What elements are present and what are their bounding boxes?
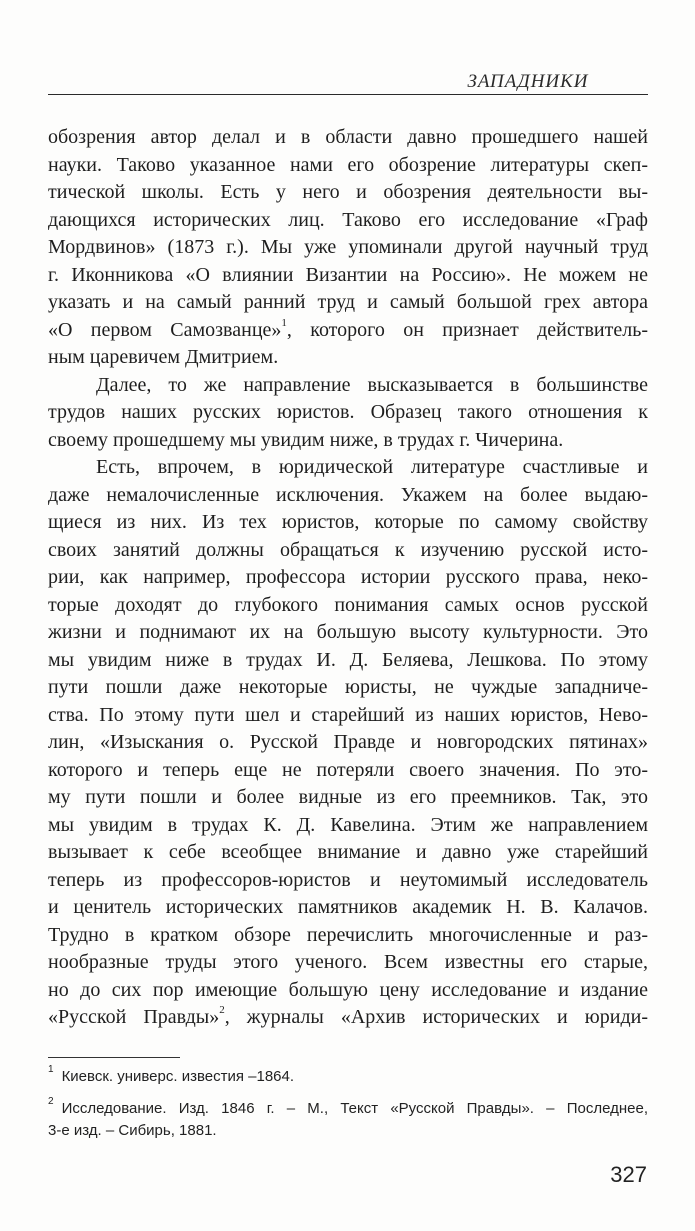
text-line: рии, как например, профессора истории русского права, неко- [48, 566, 648, 588]
text-line: обозрения автор делал и в области давно прошедшего нашей [48, 126, 648, 148]
footnote-mark-1: 1 [48, 1064, 54, 1075]
footnote-2-continued: 3-е изд. – Сибирь, 1881. [48, 1122, 217, 1139]
text-line: Трудно в кратком обзоре перечислить многочисленные и раз- [48, 923, 648, 946]
footnotes [48, 1066, 648, 1142]
footnote-ref-2[interactable]: 2 [219, 1004, 225, 1017]
running-head [48, 70, 648, 95]
footnote-divider [48, 1057, 180, 1058]
text-fragment: , журналы «Архив исторических и юриди- [224, 1006, 648, 1028]
footnote-text: Киевск. универс. известия –1864. [61, 1068, 295, 1085]
text-line: своему прошедшему мы увидим ниже, в трудах г. Чичерина. [48, 428, 564, 451]
page-number: 327 [610, 1162, 647, 1187]
text-line: жизни и поднимают их на большую высоту культурности. Это [48, 621, 648, 643]
text-fragment: «Русской Правды» [48, 1006, 220, 1028]
text-line: г. Иконникова «О влиянии Византии на Россию». Не можем не [48, 263, 648, 286]
text-line: своих занятий должны обращаться к изучению русской исто- [48, 538, 648, 561]
text-line: и ценитель исторических памятников академик Н. В. Калачов. [48, 896, 648, 918]
text-line: щиеся из них. Из тех юристов, которые по самому свойству [48, 511, 648, 533]
body-text [48, 124, 648, 1032]
text-line: торые доходят до глубокого понимания самых основ русской [48, 593, 648, 616]
footnote-ref-1[interactable]: 1 [281, 316, 287, 329]
text-line: которого и теперь еще не потеряли своего значения. По это- [48, 758, 648, 781]
text-line: му пути пошли и более видные из его преемников. Так, это [48, 786, 648, 808]
text-line: даже немалочисленные исключения. Укажем на более выдаю- [48, 483, 648, 506]
text-line: вызывает к себе всеобщее внимание и давно уже старейший [48, 841, 648, 863]
text-line: но до сих пор имеющие большую цену исследование и издание [48, 978, 648, 1001]
text-line: Есть, впрочем, в юридической литературе счастливые и [96, 456, 648, 478]
text-line: Далее, то же направление высказывается в большинстве [96, 373, 648, 396]
text-line: пути пошли даже некоторые юристы, не чуждые западниче- [48, 676, 648, 698]
text-line: мы увидим ниже в трудах И. Д. Беляева, Лешкова. По этому [48, 648, 648, 671]
text-line: трудов наших русских юристов. Образец такого отношения к [48, 401, 648, 423]
footnote-2 [48, 1098, 648, 1120]
text-line: дающихся исторических лиц. Таково его исследование «Граф [48, 208, 648, 231]
text-line: теперь из профессоров-юристов и неутомимый исследователь [48, 868, 648, 891]
text-line: ства. По этому пути шел и старейший из наших юристов, Нево- [48, 703, 648, 726]
running-head-title: ЗАПАДНИКИ [467, 71, 589, 92]
footnote-1 [48, 1066, 648, 1088]
text-line: мы увидим в трудах К. Д. Кавелина. Этим же направлением [48, 813, 648, 836]
text-line: ным царевичем Дмитрием. [48, 346, 279, 368]
text-line [48, 317, 648, 345]
text-line: указать и на самый ранний труд и самый большой грех автора [48, 291, 648, 313]
text-line [48, 1004, 648, 1032]
text-line: лин, «Изыскания о. Русской Правде и новгородских пятинах» [48, 731, 648, 753]
text-line: науки. Таково указанное нами его обозрение литературы скеп- [48, 153, 648, 176]
text-line: тической школы. Есть у него и обозрения деятельности вы- [48, 181, 648, 203]
text-fragment: , которого он признает действитель- [286, 318, 648, 341]
text-line: нообразные труды этого ученого. Всем известны его старые, [48, 951, 648, 973]
text-line: Мордвинов» (1873 г.). Мы уже упоминали другой научный труд [48, 236, 648, 258]
footnote-mark-2: 2 [48, 1096, 54, 1107]
text-fragment: «О первом Самозванце» [48, 318, 282, 341]
footnote-text: Исследование. Изд. 1846 г. – М., Текст «Русской Правды». – Последнее, [61, 1100, 648, 1117]
